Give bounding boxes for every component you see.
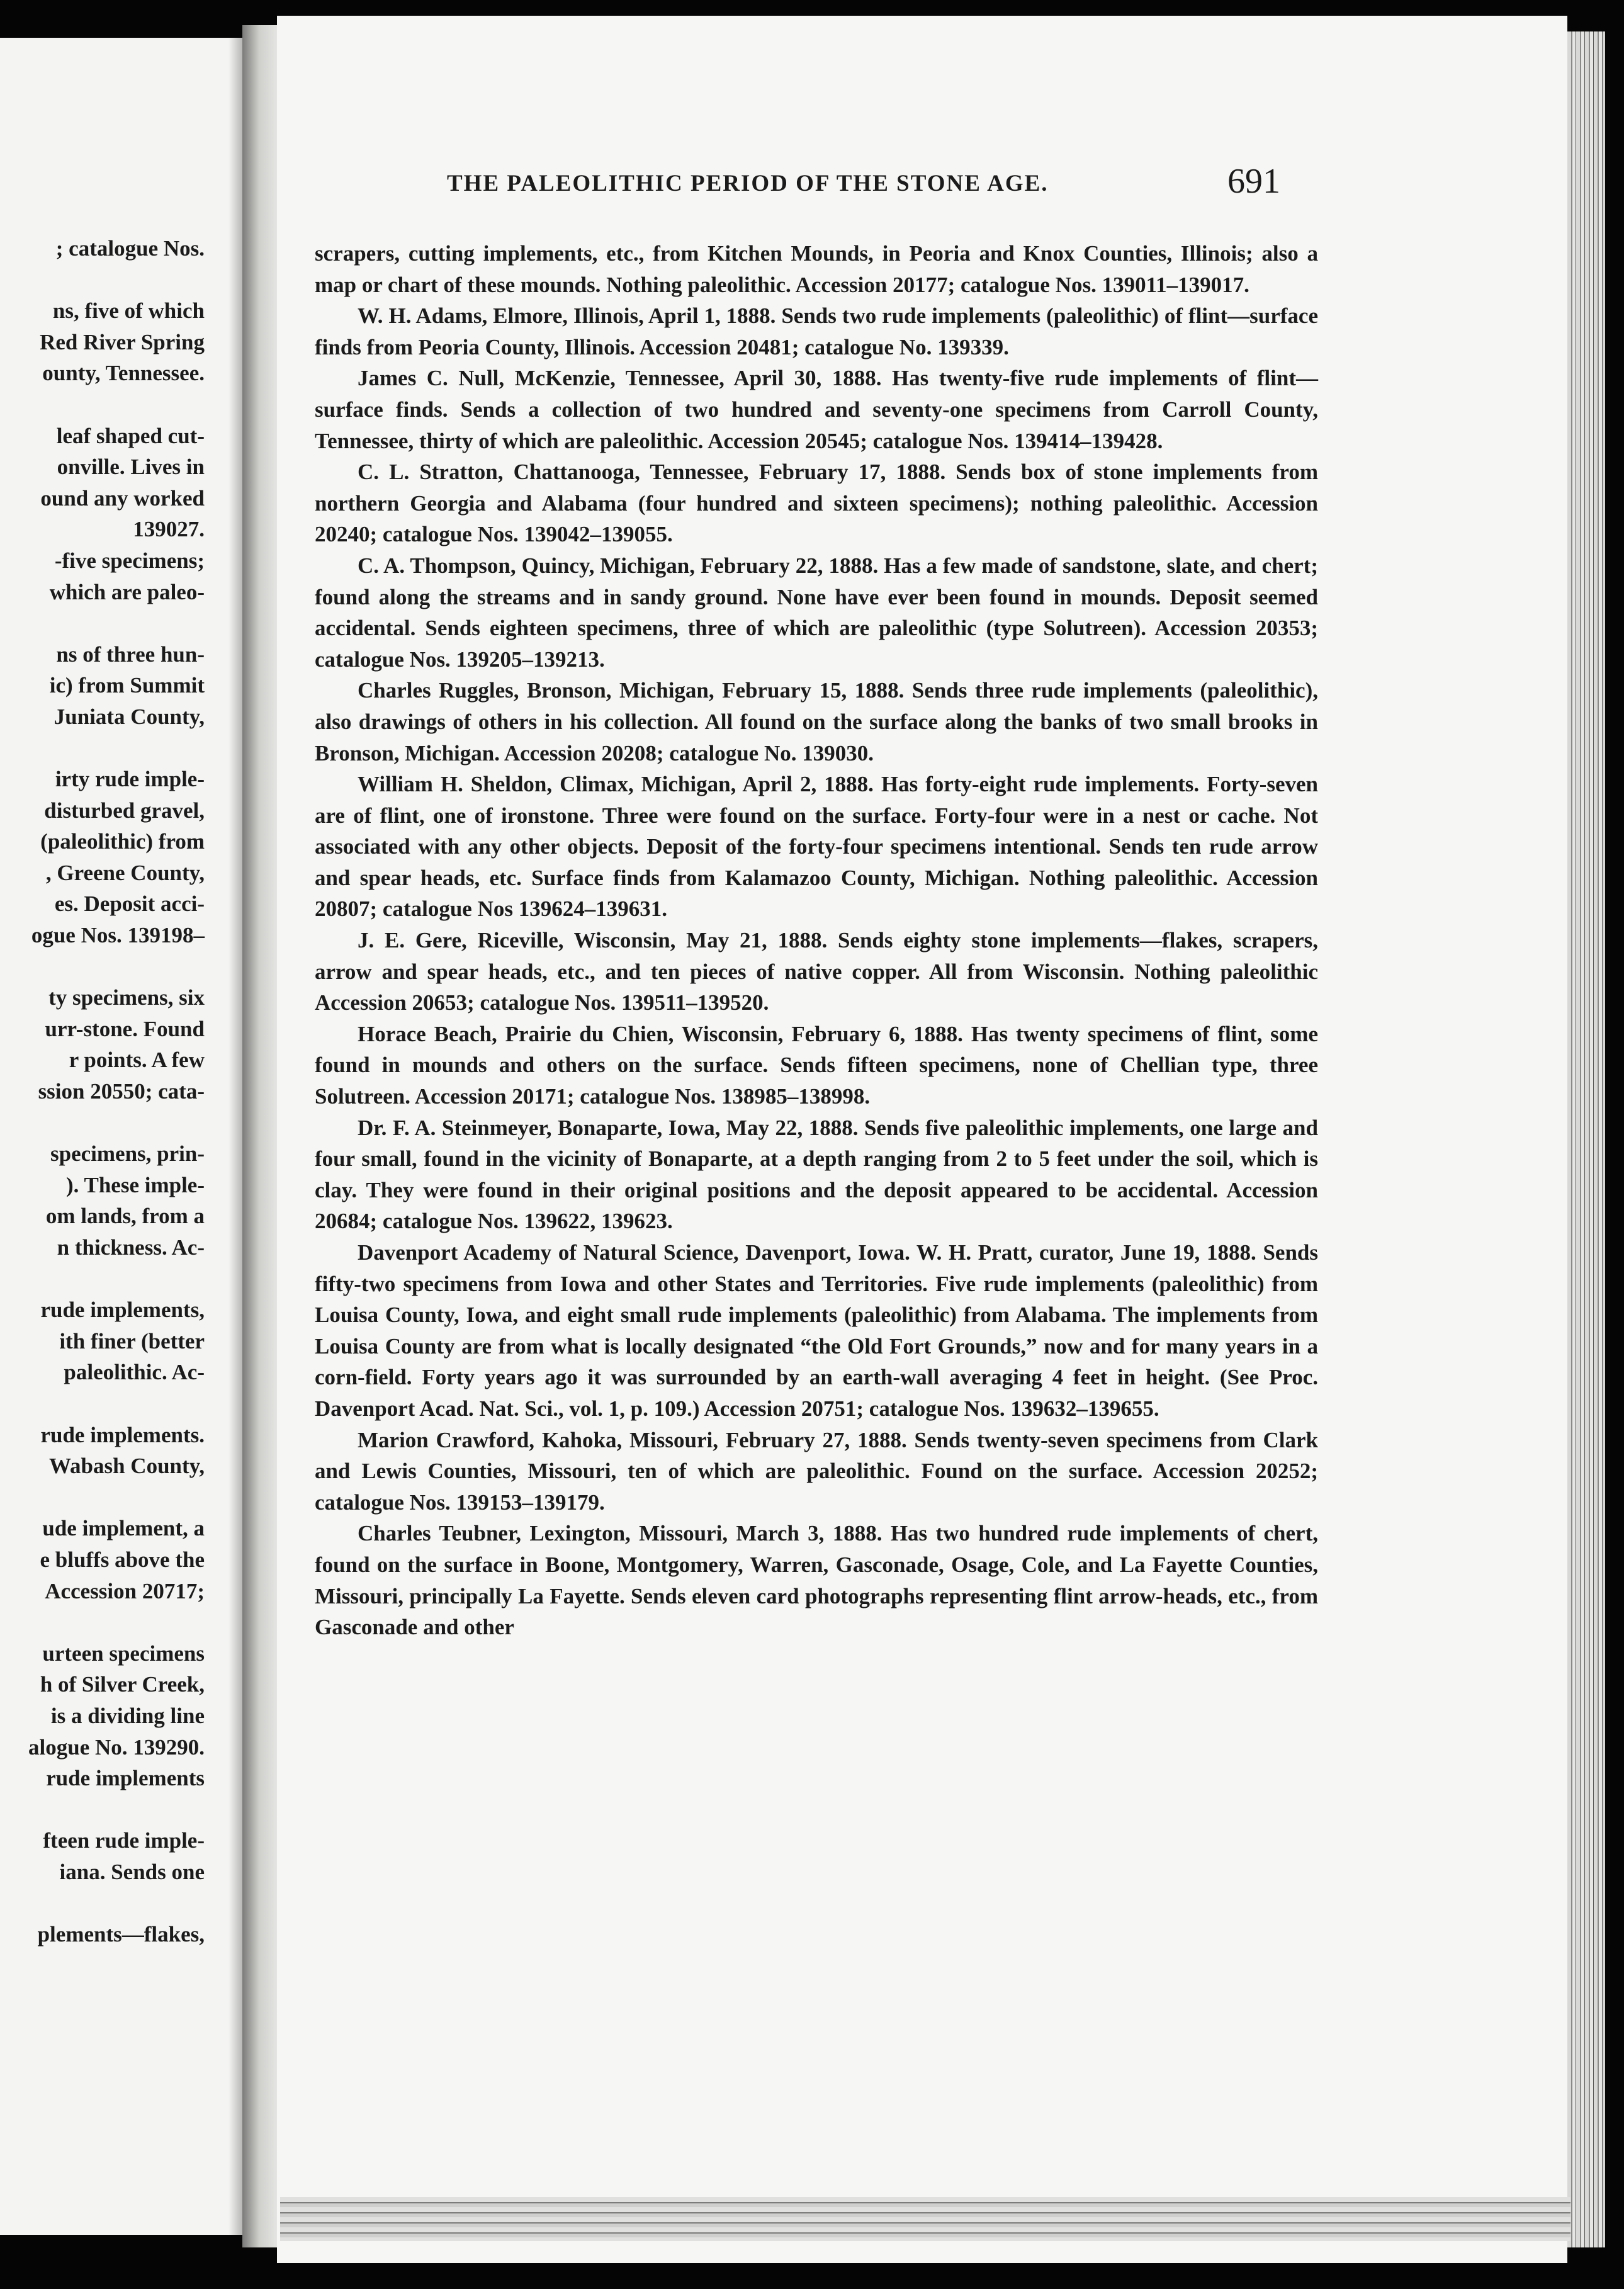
paragraph: Charles Teubner, Lexington, Missouri, March 3, 1888. Has two hundred rude implements of chert, found on the surface in Boone, Montgomery, Warren, Gasconade, Osage, Cole, and La Fayette Counties, Missouri, principally La Fayette. Sends eleven card photographs representing flint arrow-heads, etc., from Gasconade and other — [315, 1521, 1318, 1640]
left-page-line — [0, 1388, 205, 1420]
left-page-line — [0, 733, 205, 764]
left-page-line: plements—flakes, — [37, 1922, 205, 1947]
left-page-line: ns, five of which — [52, 298, 205, 324]
left-page-line: Accession 20717; — [45, 1578, 205, 1603]
left-page-line: iana. Sends one — [59, 1859, 205, 1884]
left-page-line: leaf shaped cut- — [56, 423, 205, 448]
paragraph: Davenport Academy of Natural Science, Davenport, Iowa. W. H. Pratt, curator, June 19, 1888. Sends fifty-two specimens from Iowa and other States and Territories. Five rude implements (paleolithic) from Louisa County, Iowa, and eight small rude implements (paleolithic) from Alabama. The implements from Louisa County are from what is locally designated “the Old Fort Grounds,” now and for many years in a corn-field. Forty years ago it was surrounded by an earth-wall averaging 4 feet in height. (See Proc. Davenport Acad. Nat. Sci., vol. 1, p. 109.) Accession 20751; catalogue Nos. 139632–139655. — [315, 1240, 1318, 1421]
left-page-line: ). These imple- — [65, 1172, 205, 1197]
left-page-line: disturbed gravel, — [44, 798, 205, 823]
left-page-line — [0, 951, 205, 983]
left-page-line: paleolithic. Ac- — [64, 1360, 205, 1385]
paragraph: Horace Beach, Prairie du Chien, Wisconsin, February 6, 1888. Has twenty specimens of flint, some found in mounds and others on the surface. Sends fifteen specimens, none of Chellian type, three Solutreen. Accession 20171; catalogue Nos. 138985–138998. — [315, 1021, 1318, 1109]
page-bottom-edge — [280, 2197, 1570, 2241]
left-page-line: is a dividing line — [50, 1703, 205, 1728]
left-page-line: e bluffs above the — [40, 1547, 205, 1572]
left-page-line: onville. Lives in — [57, 455, 205, 480]
left-page-line: ith finer (better — [59, 1328, 205, 1354]
left-page-line: ude implement, a — [42, 1516, 205, 1541]
left-page-line: ty specimens, six — [48, 985, 205, 1010]
left-page-text — [0, 233, 205, 1950]
left-page-line: ound any worked — [40, 485, 205, 511]
left-page-line: fteen rude imple- — [43, 1828, 205, 1853]
left-page — [0, 38, 242, 2235]
left-page-line: ogue Nos. 139198– — [31, 923, 205, 948]
left-page-line — [0, 1607, 205, 1638]
left-page-line: Juniata County, — [54, 704, 205, 729]
paragraph: C. L. Stratton, Chattanooga, Tennessee, February 17, 1888. Sends box of stone implements from northern Georgia and Alabama (four hundred and sixteen specimens); nothing paleolithic. Accession 20240; catalogue Nos. 139042–139055. — [315, 460, 1318, 547]
left-page-line: ounty, Tennessee. — [42, 361, 205, 386]
left-page-line: es. Deposit acci- — [54, 891, 205, 917]
left-page-line: (paleolithic) from — [40, 829, 205, 854]
page-number: 691 — [1227, 162, 1280, 201]
left-page-line: ns of three hun- — [56, 641, 205, 667]
left-page-line: alogue No. 139290. — [28, 1734, 205, 1760]
left-page-line: -five specimens; — [54, 548, 205, 573]
left-page-line: Red River Spring — [40, 329, 205, 354]
paragraph: Marion Crawford, Kahoka, Missouri, February 27, 1888. Sends twenty-seven specimens from Clark and Lewis Counties, Missouri, ten of which are paleolithic. Found on the surface. Accession 20252; catalogue Nos. 139153–139179. — [315, 1427, 1318, 1515]
left-page-line: irty rude imple- — [55, 767, 205, 792]
left-page-line: , Greene County, — [45, 860, 205, 885]
left-page-line: ; catalogue Nos. — [55, 236, 205, 261]
page-edge — [1567, 31, 1605, 2247]
left-page-line: n thickness. Ac- — [57, 1235, 205, 1260]
paragraph: C. A. Thompson, Quincy, Michigan, February 22, 1888. Has a few made of sandstone, slate, and chert; found along the streams and in sandy ground. None have ever been found in mounds. Deposit seemed accidental. Sends eighteen specimens, three of which are paleolithic (type Solutreen). Accession 20353; catalogue Nos. 139205–139213. — [315, 553, 1318, 672]
left-page-line: urteen specimens — [42, 1641, 205, 1666]
left-page-line: ic) from Summit — [49, 673, 205, 698]
running-header: THE PALEOLITHIC PERIOD OF THE STONE AGE. — [447, 171, 1049, 196]
paragraph: J. E. Gere, Riceville, Wisconsin, May 21, 1888. Sends eighty stone implements—flakes, scrapers, arrow and spear heads, etc., and ten pieces of native copper. All from Wisconsin. Nothing paleolithic Accession 20653; catalogue Nos. 139511–139520. — [315, 928, 1318, 1015]
paragraph: scrapers, cutting implements, etc., from Kitchen Mounds, in Peoria and Knox Counties, Illinois; also a map or chart of these mounds. Nothing paleolithic. Accession 20177; catalogue Nos. 139011–139017. — [315, 241, 1318, 297]
left-page-line: rude implements — [46, 1766, 205, 1791]
left-page-line: ssion 20550; cata- — [38, 1079, 205, 1104]
paragraph: W. H. Adams, Elmore, Illinois, April 1, 1888. Sends two rude implements (paleolithic) of flint—surface finds from Peoria County, Illinois. Accession 20481; catalogue No. 139339. — [315, 303, 1318, 359]
page-body — [315, 238, 1318, 1643]
left-page-line: om lands, from a — [45, 1204, 205, 1229]
left-page-line: 139027. — [133, 517, 205, 542]
paragraph: Charles Ruggles, Bronson, Michigan, February 15, 1888. Sends three rude implements (paleolithic), also drawings of others in his collection. All found on the surface along the banks of two small brooks in Bronson, Michigan. Accession 20208; catalogue No. 139030. — [315, 678, 1318, 766]
paragraph: James C. Null, McKenzie, Tennessee, April 30, 1888. Has twenty-five rude implements of flint—surface finds. Sends a collection of two hundred and seventy-one specimens from Carroll County, Tennessee, thirty of which are paleolithic. Accession 20545; catalogue Nos. 139414–139428. — [315, 366, 1318, 453]
left-page-line — [0, 1263, 205, 1295]
left-page-line: rude implements. — [40, 1422, 205, 1447]
left-page-line: rude implements, — [40, 1297, 205, 1323]
left-page-line: h of Silver Creek, — [40, 1672, 205, 1697]
left-page-line — [0, 1887, 205, 1919]
left-page-line — [0, 264, 205, 296]
left-page-line — [0, 608, 205, 639]
left-page-line: urr-stone. Found — [45, 1016, 205, 1041]
left-page-line — [0, 389, 205, 421]
paragraph: Dr. F. A. Steinmeyer, Bonaparte, Iowa, May 22, 1888. Sends five paleolithic implements, one large and four small, found in the vicinity of Bonaparte, at a depth ranging from 2 to 5 feet under the soil, which is clay. They were found in their original positions and the deposit appeared to be accidental. Accession 20684; catalogue Nos. 139622, 139623. — [315, 1115, 1318, 1234]
left-page-line: Wabash County, — [48, 1454, 205, 1479]
book-gutter — [242, 25, 280, 2247]
left-page-line: which are paleo- — [49, 579, 205, 604]
paragraph: William H. Sheldon, Climax, Michigan, April 2, 1888. Has forty-eight rude implements. Forty-seven are of flint, one of ironstone. Three were found on the surface. Forty-four were in a nest or cache. Not associated with any other objects. Deposit of the forty-four specimens intentional. Sends ten rude arrow and spear heads, etc. Surface finds from Kalamazoo County, Michigan. Nothing paleolithic. Accession 20807; catalogue Nos 139624–139631. — [315, 772, 1318, 922]
left-page-line: r points. A few — [69, 1048, 205, 1073]
left-page-line — [0, 1482, 205, 1513]
left-page-line — [0, 1794, 205, 1826]
left-page-line — [0, 1107, 205, 1139]
left-page-line: specimens, prin- — [50, 1141, 205, 1167]
